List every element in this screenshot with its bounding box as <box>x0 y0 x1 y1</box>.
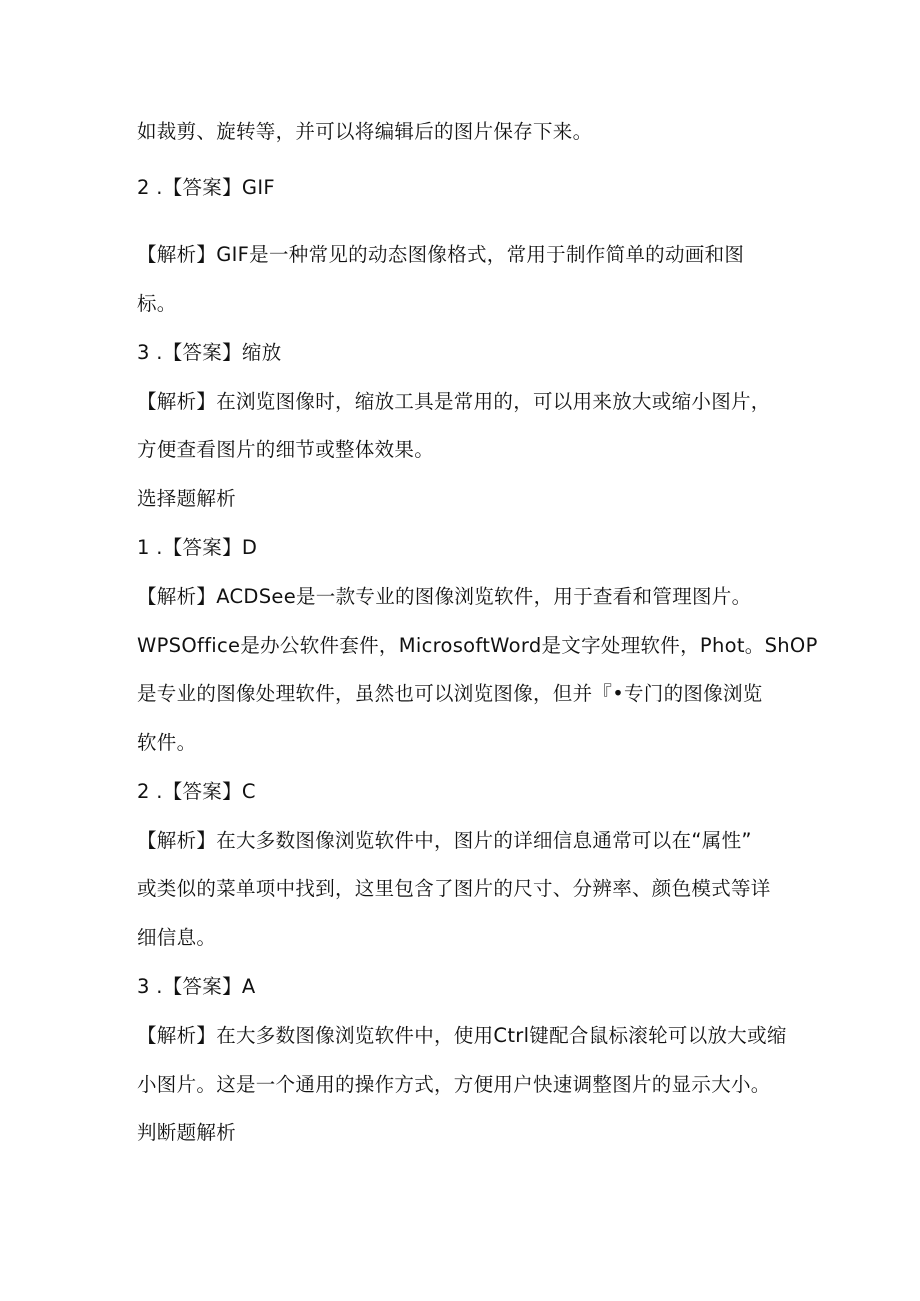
section-heading: 选择题解析 <box>137 487 237 510</box>
explanation-line: 【解析】在浏览图像时，缩放工具是常用的，可以用来放大或缩小图片， <box>137 390 771 413</box>
explanation-line: 【解析】在大多数图像浏览软件中，图片的详细信息通常可以在“属性” <box>137 829 752 852</box>
text-line: 如裁剪、旋转等，并可以将编辑后的图片保存下来。 <box>137 120 593 143</box>
text-line: 细信息。 <box>137 926 217 949</box>
text-line: 标。 <box>137 292 177 315</box>
text-line: 小图片。这是一个通用的操作方式，方便用户快速调整图片的显示大小。 <box>137 1073 771 1096</box>
text-line: 方便查看图片的细节或整体效果。 <box>137 438 435 461</box>
answer-line: 2 .【答案】C <box>137 780 256 803</box>
explanation-line: 【解析】GIF是一种常见的动态图像格式，常用于制作简单的动画和图 <box>137 243 745 266</box>
answer-line: 3 .【答案】缩放 <box>137 341 282 364</box>
answer-line: 2 .【答案】GIF <box>137 176 275 199</box>
text-line: WPSOffice是办公软件套件，MicrosoftWord是文字处理软件，Phot。ShOP <box>137 634 818 657</box>
text-line: 或类似的菜单项中找到，这里包含了图片的尺寸、分辨率、颜色模式等详 <box>137 877 771 900</box>
explanation-line: 【解析】ACDSee是一款专业的图像浏览软件，用于查看和管理图片。 <box>137 585 752 608</box>
text-line: 是专业的图像处理软件，虽然也可以浏览图像，但并『•专门的图像浏览 <box>137 682 763 705</box>
text-line: 软件。 <box>137 731 197 754</box>
section-heading: 判断题解析 <box>137 1121 237 1144</box>
answer-line: 1 .【答案】D <box>137 536 258 559</box>
explanation-line: 【解析】在大多数图像浏览软件中，使用Ctrl键配合鼠标滚轮可以放大或缩 <box>137 1024 787 1047</box>
answer-line: 3 .【答案】A <box>137 975 256 998</box>
